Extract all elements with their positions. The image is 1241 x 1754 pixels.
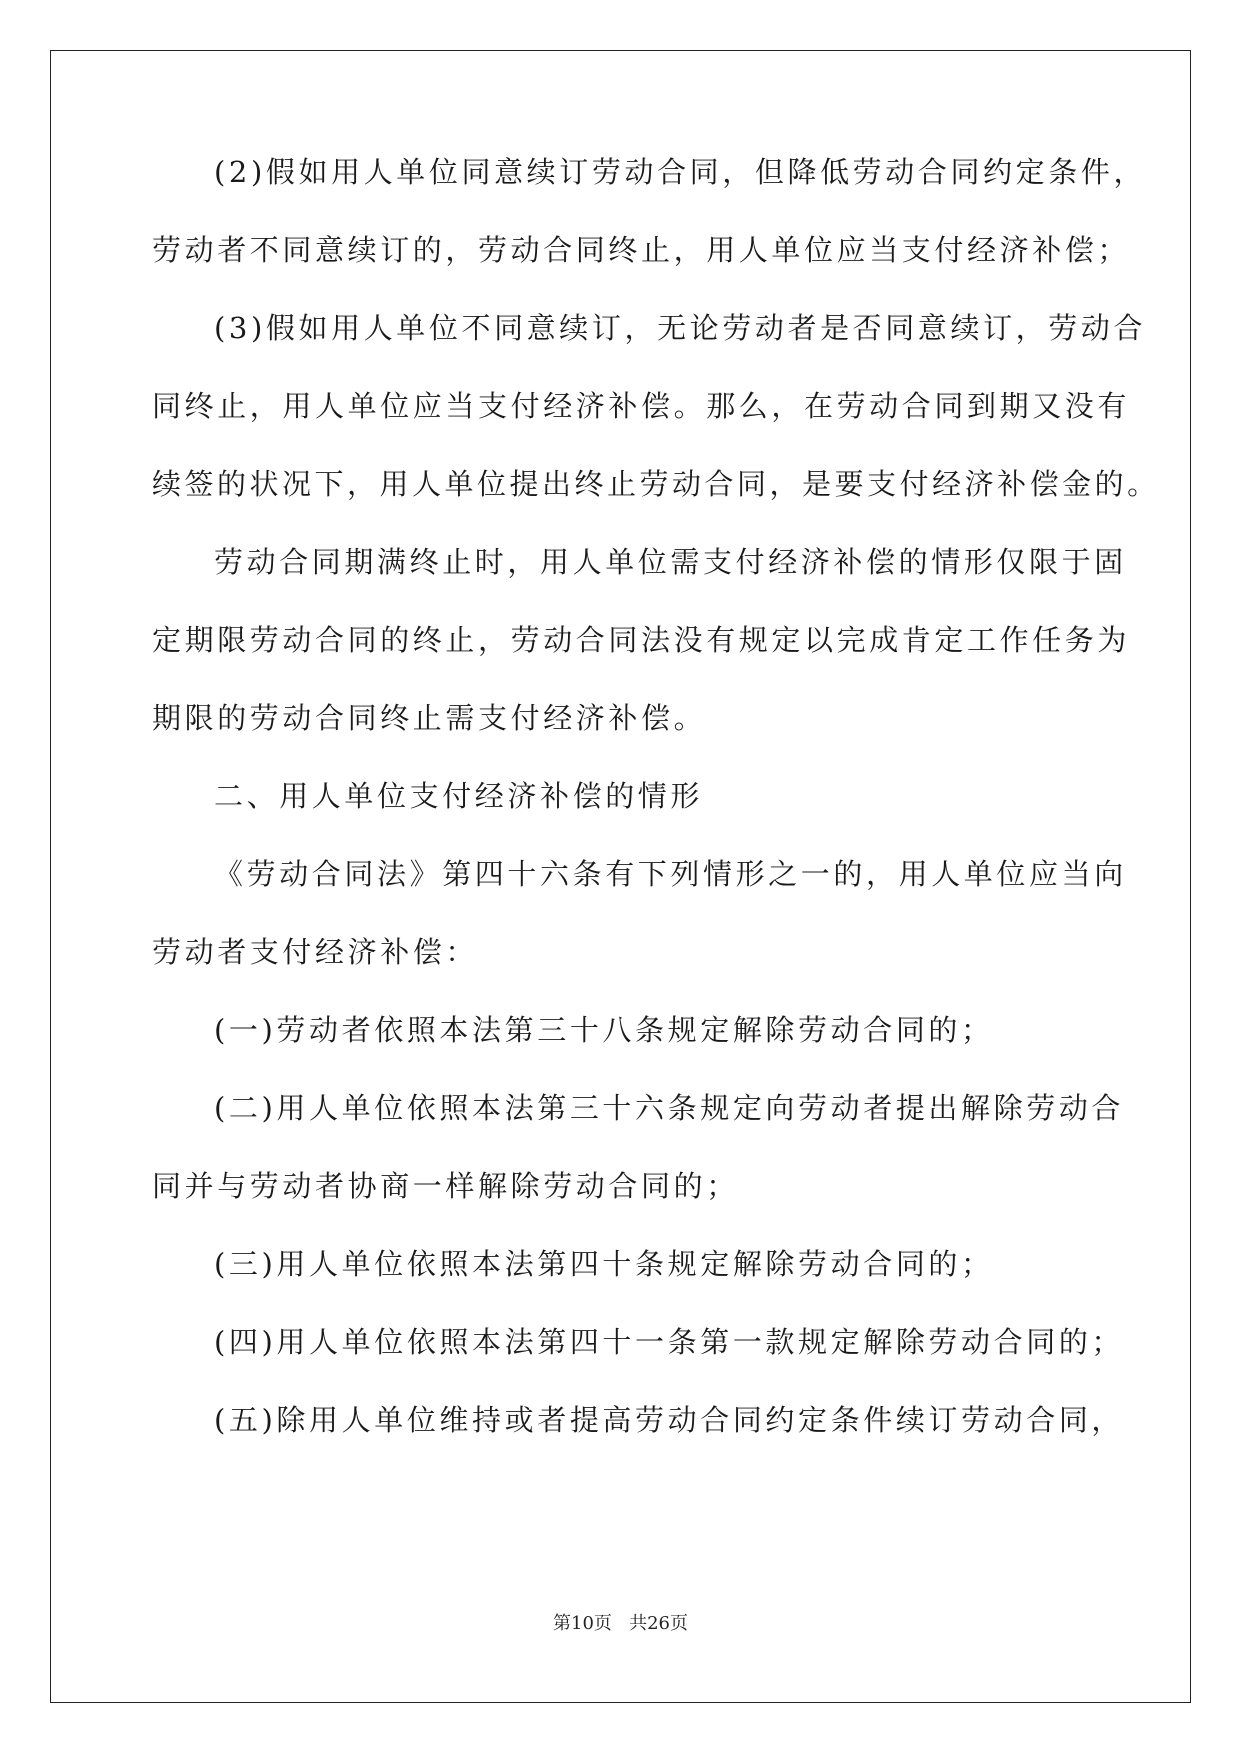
text-line: (2)假如用人单位同意续订劳动合同，但降低劳动合同约定条件，	[214, 155, 1147, 189]
list-item: (二)用人单位依照本法第三十六条规定向劳动者提出解除劳动合	[214, 1091, 1125, 1125]
text-line: 劳动者不同意续订的，劳动合同终止，用人单位应当支付经济补偿；	[152, 233, 1131, 267]
text-line: 续签的状况下，用人单位提出终止劳动合同，是要支付经济补偿金的。	[152, 467, 1160, 501]
text-line: 定期限劳动合同的终止，劳动合同法没有规定以完成肯定工作任务为	[152, 623, 1131, 657]
page-footer	[0, 1612, 1241, 1636]
list-item: (五)除用人单位维持或者提高劳动合同约定条件续订劳动合同，	[214, 1403, 1125, 1437]
section-heading: 二、用人单位支付经济补偿的情形	[214, 779, 704, 813]
text-line: 《劳动合同法》第四十六条有下列情形之一的，用人单位应当向	[214, 857, 1127, 891]
text-line: 同并与劳动者协商一样解除劳动合同的；	[152, 1169, 739, 1203]
list-item: (一)劳动者依照本法第三十八条规定解除劳动合同的；	[214, 1013, 994, 1047]
page-number: 第10页 共26页	[553, 1613, 688, 1634]
text-line: 同终止，用人单位应当支付经济补偿。那么，在劳动合同到期又没有	[152, 389, 1131, 423]
list-item: (三)用人单位依照本法第四十条规定解除劳动合同的；	[214, 1247, 994, 1281]
list-item: (四)用人单位依照本法第四十一条第一款规定解除劳动合同的；	[214, 1325, 1125, 1359]
text-line: 期限的劳动合同终止需支付经济补偿。	[152, 701, 707, 735]
text-line: 劳动合同期满终止时，用人单位需支付经济补偿的情形仅限于固	[214, 545, 1127, 579]
text-line: 劳动者支付经济补偿：	[152, 935, 479, 969]
text-line: (3)假如用人单位不同意续订，无论劳动者是否同意续订，劳动合	[214, 311, 1147, 345]
